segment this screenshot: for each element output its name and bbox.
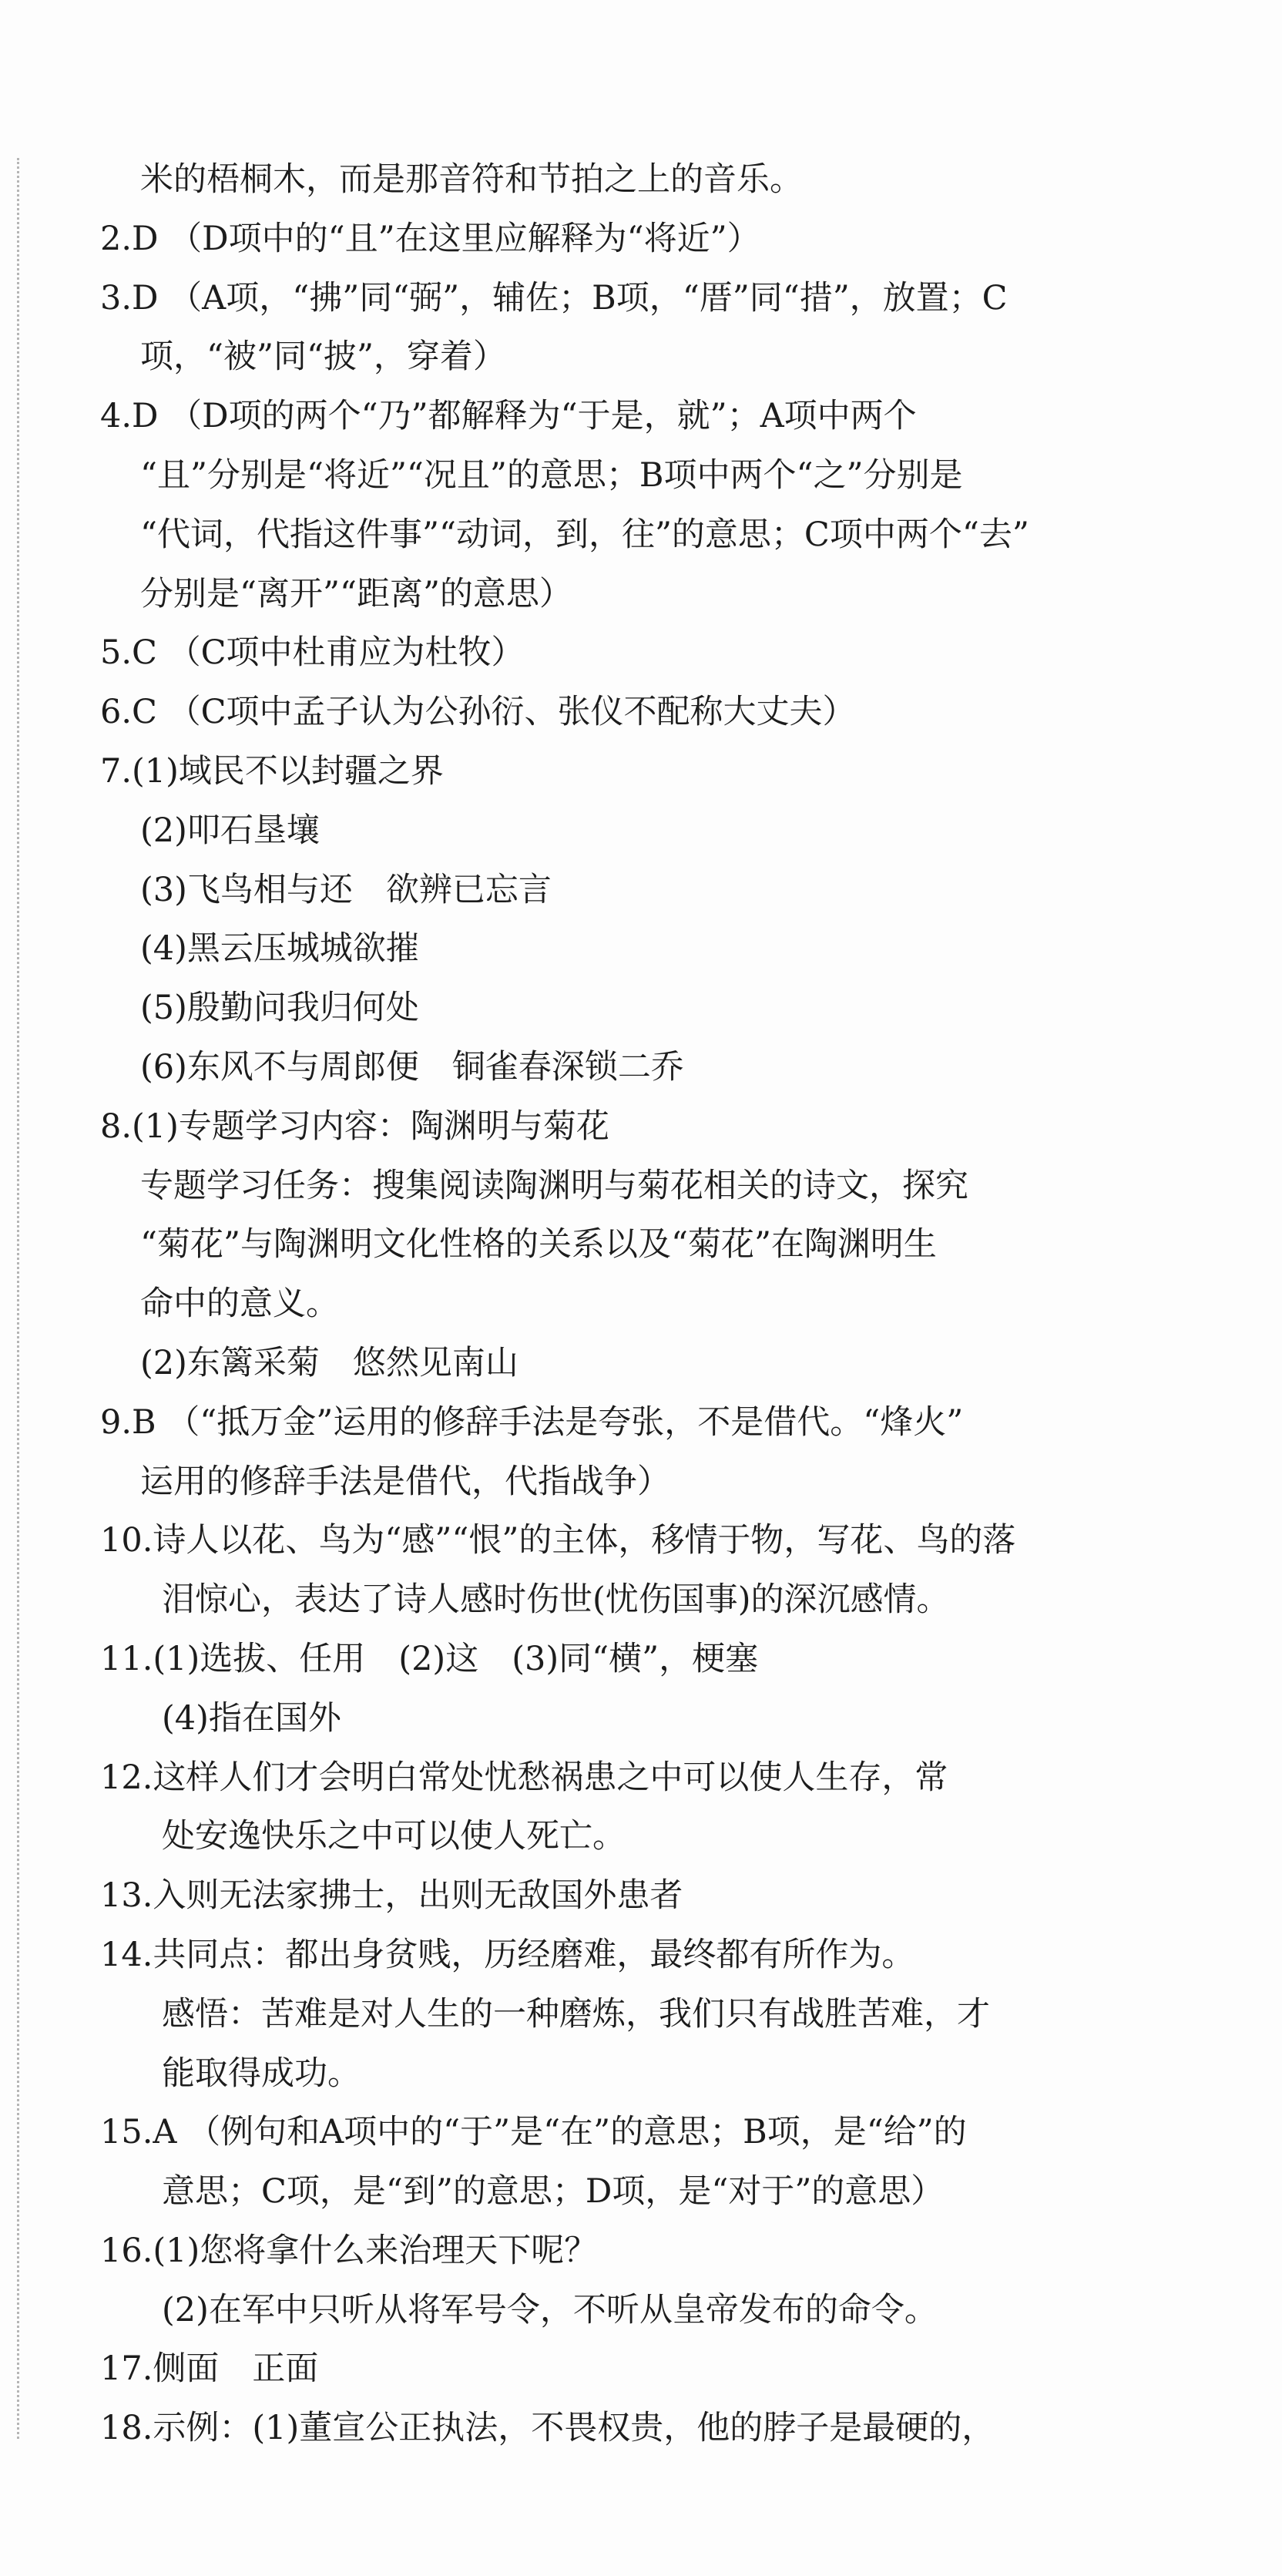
answer-line: 能取得成功。	[162, 2054, 361, 2093]
answer-line: (4)指在国外	[162, 1698, 341, 1738]
answer-line: 意思；C项，是“到”的意思；D项，是“对于”的意思）	[162, 2172, 945, 2212]
answer-line: 8.(1)专题学习内容：陶渊明与菊花	[100, 1107, 609, 1146]
binding-margin-rule	[17, 158, 19, 2439]
answer-text-column	[100, 150, 1248, 2458]
answer-line: 5.C （C项中杜甫应为杜牧）	[100, 633, 525, 673]
answer-line: 运用的修辞手法是借代，代指战争）	[140, 1462, 670, 1501]
answer-line: 13.入则无法家拂士，出则无敌国外患者	[100, 1876, 683, 1916]
answer-line: 专题学习任务：搜集阅读陶渊明与菊花相关的诗文，探究	[140, 1166, 968, 1205]
answer-line: 米的梧桐木，而是那音符和节拍之上的音乐。	[140, 160, 803, 199]
answer-line: 11.(1)选拔、任用 (2)这 (3)同“横”，梗塞	[100, 1639, 759, 1678]
answer-line: “代词，代指这件事”“动词，到，往”的意思；C项中两个“去”	[140, 515, 1029, 554]
answer-line: (5)殷勤问我归何处	[140, 989, 419, 1028]
answer-line: 14.共同点：都出身贫贱，历经磨难，最终都有所作为。	[100, 1935, 915, 1974]
answer-line: 3.D （A项，“拂”同“弼”，辅佐；B项，“厝”同“措”，放置；C	[100, 278, 1008, 317]
answer-line: 16.(1)您将拿什么来治理天下呢？	[100, 2231, 598, 2270]
answer-line: (6)东风不与周郎便 铜雀春深锁二乔	[140, 1047, 684, 1086]
answer-line: 分别是“离开”“距离”的意思）	[140, 574, 572, 613]
answer-line: 18.示例：(1)董宣公正执法，不畏权贵，他的脖子是最硬的，	[100, 2409, 995, 2448]
answer-line: 2.D （D项中的“且”在这里应解释为“将近”）	[100, 219, 760, 258]
answer-line: “菊花”与陶渊明文化性格的关系以及“菊花”在陶渊明生	[140, 1225, 937, 1264]
answer-line: 9.B （“抵万金”运用的修辞手法是夸张，不是借代。“烽火”	[100, 1402, 964, 1442]
answer-line: “且”分别是“将近”“况且”的意思；B项中两个“之”分别是	[140, 455, 963, 495]
answer-line: 17.侧面 正面	[100, 2349, 319, 2389]
answer-line: (2)在军中只听从将军号令，不听从皇帝发布的命令。	[162, 2290, 938, 2329]
answer-line: 10.诗人以花、鸟为“感”“恨”的主体，移情于物，写花、鸟的落	[100, 1521, 1016, 1560]
answer-line: (2)叩石垦壤	[140, 811, 320, 850]
answer-line: 6.C （C项中孟子认为公孙衍、张仪不配称大丈夫）	[100, 693, 856, 732]
answer-line: 项，“被”同“披”，穿着）	[140, 338, 506, 377]
answer-line: 泪惊心，表达了诗人感时伤世(忧伤国事)的深沉感情。	[162, 1580, 950, 1620]
answer-line: 感悟：苦难是对人生的一种磨炼，我们只有战胜苦难，才	[162, 1994, 990, 2034]
answer-line: 4.D （D项的两个“乃”都解释为“于是，就”；A项中两个	[100, 397, 917, 436]
answer-line: 命中的意义。	[140, 1285, 339, 1324]
answer-line: 15.A （例句和A项中的“于”是“在”的意思；B项，是“给”的	[100, 2113, 967, 2152]
answer-line: 7.(1)域民不以封疆之界	[100, 751, 444, 791]
answer-line: 12.这样人们才会明白常处忧愁祸患之中可以使人生存，常	[100, 1758, 948, 1797]
answer-line: (3)飞鸟相与还 欲辨已忘言	[140, 870, 552, 909]
answer-line: (4)黑云压城城欲摧	[140, 929, 419, 969]
answer-line: 处安逸快乐之中可以使人死亡。	[162, 1817, 626, 1856]
answer-line: (2)东篱采菊 悠然见南山	[140, 1343, 519, 1382]
